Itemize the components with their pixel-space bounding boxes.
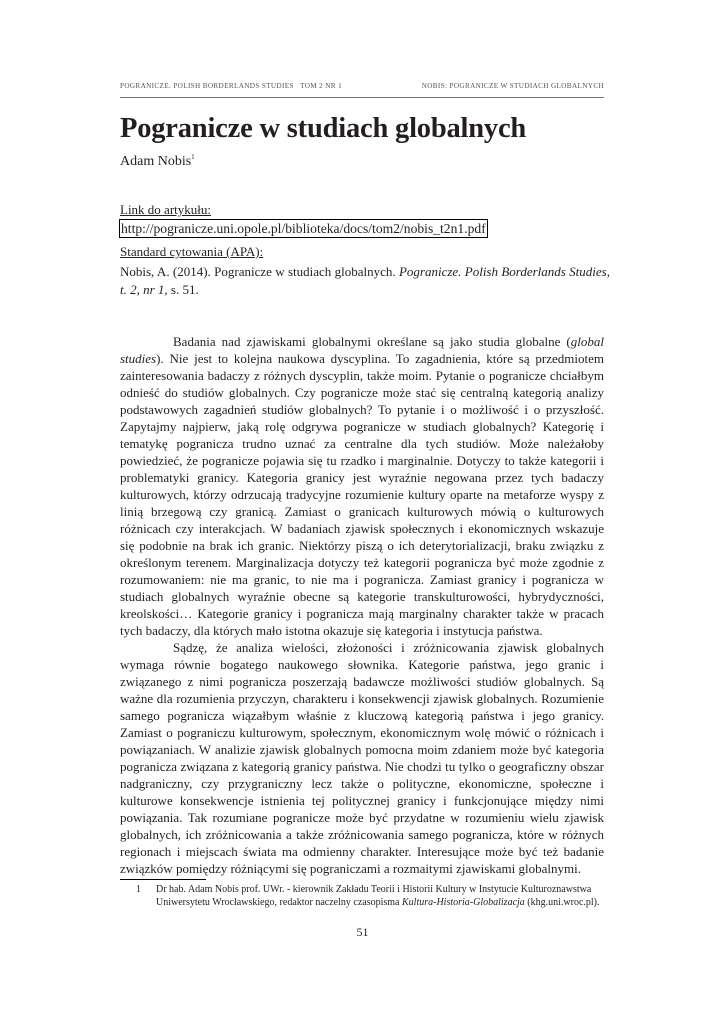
article-body bbox=[120, 333, 604, 877]
footnote-rule bbox=[120, 879, 206, 880]
author-line bbox=[120, 153, 195, 170]
footnote-text-start: Dr hab. Adam Nobis prof. UWr. - kierownik Zakładu Teorii i Historii Kultury w Instytucie Kulturoznawstwa Uniwersytetu Wrocławskiego, redaktor naczelny czasopisma bbox=[156, 884, 592, 908]
footnote-number: 1 bbox=[136, 884, 141, 895]
footnote bbox=[120, 883, 604, 909]
citation-post: , s. 51. bbox=[164, 281, 199, 297]
paragraph-1-italic-term: global studies bbox=[120, 334, 604, 366]
footnote-text bbox=[156, 883, 604, 909]
footnote-journal-title: Kultura-Historia-Globalizacja bbox=[402, 897, 525, 908]
article-url-link[interactable]: http://pogranicze.uni.opole.pl/biblioteka/docs/tom2/nobis_t2n1.pdf bbox=[121, 221, 486, 236]
citation-label: Standard cytowania (APA): bbox=[120, 244, 264, 259]
running-header bbox=[120, 82, 604, 90]
paragraph-1 bbox=[120, 333, 604, 639]
page-number: 51 bbox=[356, 925, 369, 939]
running-header-article: NOBIS: POGRANICZE W STUDIACH GLOBALNYCH bbox=[421, 82, 604, 90]
link-label: Link do artykułu: bbox=[120, 202, 211, 217]
citation-text bbox=[120, 263, 610, 298]
paragraph-1-rest: ). Nie jest to kolejna naukowa dyscyplina. To zagadnienia, które są przedmiotem zainteresowania badaczy z różnych dyscyplin, także moim. Pytanie o pogranicze chciałbym odnieść do studiów globalnych. Czy pogranicze może stać się centralną kategorią analizy podstawowych zagadnień studiów globalnych? To pytanie i o możliwość i o przyszłość. Zapytajmy najpierw, jaką rolę odgrywa pogranicze w studiach globalnych? Kategorię i tematykę pogranicza trudno uznać za centralne dla tych studiów. Może należałoby powiedzieć, że pogranicze pojawia się tu rzadko i marginalnie. Dotyczy to także kategorii i problematyki granicy. Kategoria granicy jest wyraźnie negowana przez tych badaczy kulturowych, którzy odrzucają tradycyjne rozumienie kultury oparte na metaforze wyspy z linią brzegową czy granicą. Zamiast o granicach kulturowych mówią o kulturowych różnicach czy interakcjach. W badaniach zjawisk społecznych i ekonomicznych wskazuje się podobnie na brak ich granic. Niektórzy piszą o ich deterytorializacji, braku związku z określonym terenem. Marginalizacja dotyczy też kategorii pogranicza być może zgodnie z rozumowaniem: nie ma granic, to nie ma i pogranicza. Zamiast granicy i pogranicza w studiach globalnych wyraźnie obecne są kategorie transkulturowości, hybrydyczności, kreolskości… Kategorie granicy i pogranicza mają marginalny charakter także w pracach tych badaczy, dla których mało istotna okazuje się kategoria i instytucja państwa. bbox=[120, 351, 604, 638]
footnote-text-end: (khg.uni.wroc.pl). bbox=[524, 897, 600, 908]
running-header-journal: POGRANICZE. POLISH BORDERLANDS STUDIES TOM 2 NR 1 bbox=[120, 82, 343, 90]
citation-pre: Nobis, A. (2014). Pogranicze w studiach globalnych. bbox=[120, 264, 399, 279]
article-title: Pogranicze w studiach globalnych bbox=[120, 113, 527, 144]
author-footnote-mark[interactable]: 1 bbox=[191, 153, 195, 161]
citation-journal: Pogranicze. Polish Borderlands Studies, t. 2, nr 1 bbox=[120, 264, 610, 297]
header-rule bbox=[120, 97, 604, 98]
paragraph-2: Sądzę, że analiza wielości, złożoności i zróżnicowania zjawisk globalnych wymaga równie bogatego naukowego słownika. Kategorie państwa, jego granic i związanego z nimi pogranicza poszerzają badawcze możliwości studiów globalnych. Są ważne dla rozumienia przyczyn, charakteru i konsekwencji zjawisk globalnych. Rozumienie samego pogranicza wiązałbym właśnie z kluczową kategorią państwa i jego granicy. Zamiast o pograniczu kulturowym, społecznym, ekonomicznym wolę mówić o różnicach i powiązaniach. W analizie zjawisk globalnych pomocna moim zdaniem może być kategoria pogranicza związana z kategorią granicy państwa. Nie chodzi tu tylko o geograficzny obszar nadgraniczny, czy przygraniczny lecz także o polityczne, ekonomiczne, społeczne i kulturowe konsekwencje istnienia tej politycznej granicy i funkcjonujące między nimi powiązania. Tak rozumiane pogranicze może być przydatne w rozumieniu wielu zjawisk globalnych, ich zróżnicowania a także zróżnicowania samego pogranicza, które w różnych regionach i miejscach świata ma odmienny charakter. Interesujące może być też badanie związków pomiędzy różniącymi się pograniczami a rozmaitymi zjawiskami globalnymi. bbox=[120, 640, 604, 876]
paragraph-1-start: Badania nad zjawiskami globalnymi określane są jako studia globalne ( bbox=[173, 334, 571, 349]
author-name: Adam Nobis bbox=[120, 154, 192, 169]
